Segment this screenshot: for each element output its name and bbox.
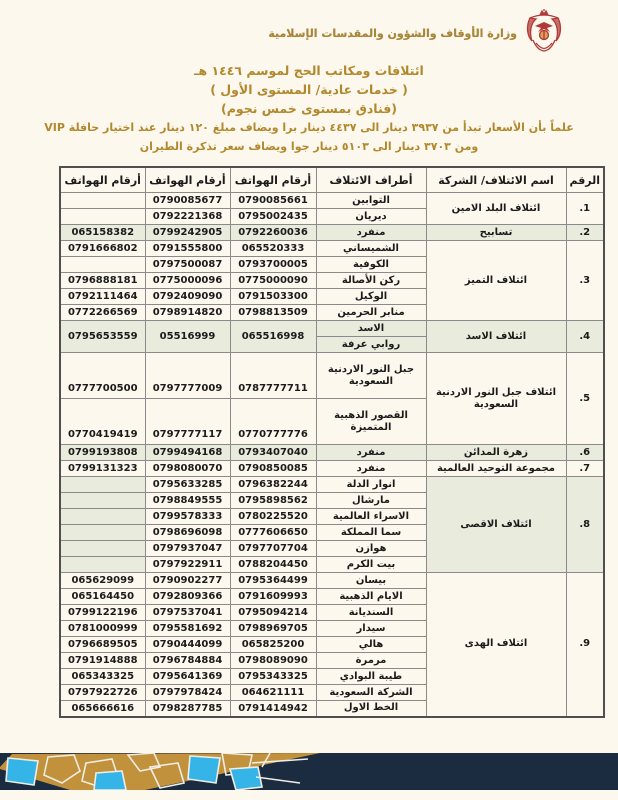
party-cell: الشميساني — [316, 241, 426, 257]
phone-cell: 0797777009 — [145, 353, 230, 399]
table-row — [60, 461, 604, 477]
row-number-cell: 1. — [566, 193, 604, 225]
phone-cell: 0790085677 — [145, 193, 230, 209]
party-cell: منابر الحرمين — [316, 305, 426, 321]
phone-cell: 0791555800 — [145, 241, 230, 257]
party-cell: منفرد — [316, 461, 426, 477]
phone-cell: 0772266569 — [60, 305, 145, 321]
row-number-cell: 5. — [566, 353, 604, 445]
phone-cell — [60, 193, 145, 209]
table-row — [60, 225, 604, 241]
party-cell: التوابين — [316, 193, 426, 209]
phone-cell: 0798969705 — [230, 621, 316, 637]
table-row — [60, 241, 604, 257]
phone-cell: 065629099 — [60, 573, 145, 589]
ministry-calligraphy: وزارة الأوقاف والشؤون والمقدسات الإسلامية — [268, 26, 517, 40]
doc-note-line-1: علماً بأن الأسعار تبدأ من ٣٩٣٧ دينار الى ٤٤٣٧ دينار برا ويضاف مبلغ ١٢٠ دينار عند اختيار حافلة VIP — [44, 121, 574, 134]
coalition-name-cell: زهرة المدائن — [426, 445, 566, 461]
coalition-name-cell: ائتلاف البلد الامين — [426, 193, 566, 225]
row-number-cell: 3. — [566, 241, 604, 321]
row-number-cell: 8. — [566, 477, 604, 573]
phone-cell: 05516999 — [145, 321, 230, 353]
party-cell: بيسان — [316, 573, 426, 589]
row-number-cell: 2. — [566, 225, 604, 241]
coalition-name-cell: ائتلاف الهدى — [426, 573, 566, 717]
party-cell: ركن الأصالة — [316, 273, 426, 289]
row-number-cell: 4. — [566, 321, 604, 353]
phone-cell: 0792260036 — [230, 225, 316, 241]
party-cell: مارشال — [316, 493, 426, 509]
phone-cell: 0788204450 — [230, 557, 316, 573]
party-cell: الاسد — [316, 321, 426, 337]
phones-header-2: أرقام الهواتف — [145, 167, 230, 193]
phone-cell: 0795364499 — [230, 573, 316, 589]
phone-cell: 065520333 — [230, 241, 316, 257]
phones-header-3: أرقام الهواتف — [60, 167, 145, 193]
table-row — [60, 353, 604, 399]
party-cell: بيت الكرم — [316, 557, 426, 573]
phone-cell: 0790085661 — [230, 193, 316, 209]
row-number-cell: 7. — [566, 461, 604, 477]
phone-cell: 0777606650 — [230, 525, 316, 541]
party-cell: الاسراء العالمية — [316, 509, 426, 525]
phone-cell: 0791503300 — [230, 289, 316, 305]
phone-cell: 0790444099 — [145, 637, 230, 653]
table-row — [60, 573, 604, 589]
doc-note-line-2: ومن ٣٧٠٣ دينار الى ٥١٠٣ دينار جوا ويضاف سعر تذكرة الطيران — [139, 140, 479, 153]
phones-header-1: أرقام الهواتف — [230, 167, 316, 193]
phone-cell: 0792221368 — [145, 209, 230, 225]
phone-cell: 0791666802 — [60, 241, 145, 257]
phone-cell: 0797978424 — [145, 685, 230, 701]
phone-cell: 0797537041 — [145, 605, 230, 621]
phone-cell: 0791414942 — [230, 701, 316, 717]
phone-cell: 0790850085 — [230, 461, 316, 477]
phone-cell — [60, 493, 145, 509]
phone-cell: 0780225520 — [230, 509, 316, 525]
phone-cell: 0798696098 — [145, 525, 230, 541]
phone-cell: 0797500087 — [145, 257, 230, 273]
phone-cell: 0799242905 — [145, 225, 230, 241]
phone-cell: 0791914888 — [60, 653, 145, 669]
phone-cell — [60, 509, 145, 525]
phone-cell: 0795653559 — [60, 321, 145, 353]
party-cell: ديريان — [316, 209, 426, 225]
party-cell: جبل النور الاردنية السعودية — [316, 353, 426, 399]
phone-cell: 0799578333 — [145, 509, 230, 525]
phone-cell: 0795641369 — [145, 669, 230, 685]
row-number-header: الرقم — [566, 167, 604, 193]
phone-cell: 0796784884 — [145, 653, 230, 669]
table-row — [60, 193, 604, 209]
party-cell: الخط الاول — [316, 701, 426, 717]
coalition-name-header: اسم الائتلاف/ الشركة — [426, 167, 566, 193]
phone-cell — [60, 557, 145, 573]
party-cell: هالي — [316, 637, 426, 653]
phone-cell: 0798813509 — [230, 305, 316, 321]
phone-cell: 0793700005 — [230, 257, 316, 273]
phone-cell — [60, 477, 145, 493]
phone-cell: 065343325 — [60, 669, 145, 685]
phone-cell: 0795581692 — [145, 621, 230, 637]
phone-cell: 0799131323 — [60, 461, 145, 477]
doc-title-line-3: (فنادق بمستوى خمس نجوم) — [220, 101, 397, 116]
phone-cell: 0792111464 — [60, 289, 145, 305]
table-row — [60, 477, 604, 493]
phone-cell: 0798849555 — [145, 493, 230, 509]
party-cell: طيبة البوادي — [316, 669, 426, 685]
party-cell: سما المملكة — [316, 525, 426, 541]
phone-cell: 0792809366 — [145, 589, 230, 605]
phone-cell: 065825200 — [230, 637, 316, 653]
party-cell: هوازن — [316, 541, 426, 557]
party-cell: انوار الدلة — [316, 477, 426, 493]
party-cell: الكوفية — [316, 257, 426, 273]
jordan-royal-crest-icon — [524, 8, 564, 58]
phone-cell: 0796689505 — [60, 637, 145, 653]
phone-cell: 065158382 — [60, 225, 145, 241]
phone-cell: 0795094214 — [230, 605, 316, 621]
phone-cell: 0797922911 — [145, 557, 230, 573]
phone-cell: 065164450 — [60, 589, 145, 605]
phone-cell: 0796888181 — [60, 273, 145, 289]
coalition-name-cell: ائتلاف جبل النور الاردنية السعودية — [426, 353, 566, 445]
party-cell: القصور الذهبية المتميزة — [316, 399, 426, 445]
doc-title-line-1: ائتلافات ومكاتب الحج لموسم ١٤٤٦ هـ — [194, 63, 424, 78]
footer-pattern-icon — [0, 753, 618, 790]
party-cell: منفرد — [316, 225, 426, 241]
row-number-cell: 6. — [566, 445, 604, 461]
phone-cell: 0796382244 — [230, 477, 316, 493]
row-number-cell: 9. — [566, 573, 604, 717]
parties-header: أطراف الائتلاف — [316, 167, 426, 193]
phone-cell: 0799193808 — [60, 445, 145, 461]
phone-cell: 0798089090 — [230, 653, 316, 669]
party-cell: السنديانة — [316, 605, 426, 621]
party-cell: الشركة السعودية — [316, 685, 426, 701]
party-cell: الايام الذهبية — [316, 589, 426, 605]
phone-cell: 0797707704 — [230, 541, 316, 557]
phone-cell: 0798080070 — [145, 461, 230, 477]
phone-cell: 0770419419 — [60, 399, 145, 445]
phone-cell: 0787777711 — [230, 353, 316, 399]
phone-cell: 0791609993 — [230, 589, 316, 605]
coalition-name-cell: ائتلاف الاسد — [426, 321, 566, 353]
hajj-coalitions-table — [59, 166, 605, 718]
phone-cell: 0781000999 — [60, 621, 145, 637]
party-cell: مرمرة — [316, 653, 426, 669]
phone-cell: 0790902277 — [145, 573, 230, 589]
phone-cell: 0799122196 — [60, 605, 145, 621]
party-cell: الوكيل — [316, 289, 426, 305]
phone-cell: 0793407040 — [230, 445, 316, 461]
footer-banner — [0, 753, 618, 790]
phone-cell: 064621111 — [230, 685, 316, 701]
coalition-name-cell: تسابيح — [426, 225, 566, 241]
party-cell: منفرد — [316, 445, 426, 461]
phone-cell: 065516998 — [230, 321, 316, 353]
phone-cell: 0775000096 — [145, 273, 230, 289]
phone-cell: 0795343325 — [230, 669, 316, 685]
party-cell: روابي عرفة — [316, 337, 426, 353]
phone-cell: 0798287785 — [145, 701, 230, 717]
document-title-block — [0, 61, 618, 156]
phone-cell: 0797777117 — [145, 399, 230, 445]
phone-cell — [60, 209, 145, 225]
phone-cell — [60, 525, 145, 541]
phone-cell: 0795898562 — [230, 493, 316, 509]
phone-cell: 0798914820 — [145, 305, 230, 321]
coalition-name-cell: ائتلاف الاقصى — [426, 477, 566, 573]
table-row — [60, 445, 604, 461]
phone-cell: 0799494168 — [145, 445, 230, 461]
coalition-name-cell: مجموعة التوحيد العالمية — [426, 461, 566, 477]
party-cell: سيدار — [316, 621, 426, 637]
phone-cell — [60, 257, 145, 273]
phone-cell — [60, 541, 145, 557]
phone-cell: 065666616 — [60, 701, 145, 717]
coalition-name-cell: ائتلاف التميز — [426, 241, 566, 321]
phone-cell: 0797922726 — [60, 685, 145, 701]
phone-cell: 0777700500 — [60, 353, 145, 399]
phone-cell: 0795002435 — [230, 209, 316, 225]
ministry-logo — [0, 0, 618, 57]
phone-cell: 0792409090 — [145, 289, 230, 305]
table-row — [60, 321, 604, 337]
phone-cell: 0797937047 — [145, 541, 230, 557]
phone-cell: 0775000090 — [230, 273, 316, 289]
phone-cell: 0795633285 — [145, 477, 230, 493]
doc-title-line-2: ( خدمات عادية/ المستوى الأول ) — [210, 82, 408, 97]
phone-cell: 0770777776 — [230, 399, 316, 445]
